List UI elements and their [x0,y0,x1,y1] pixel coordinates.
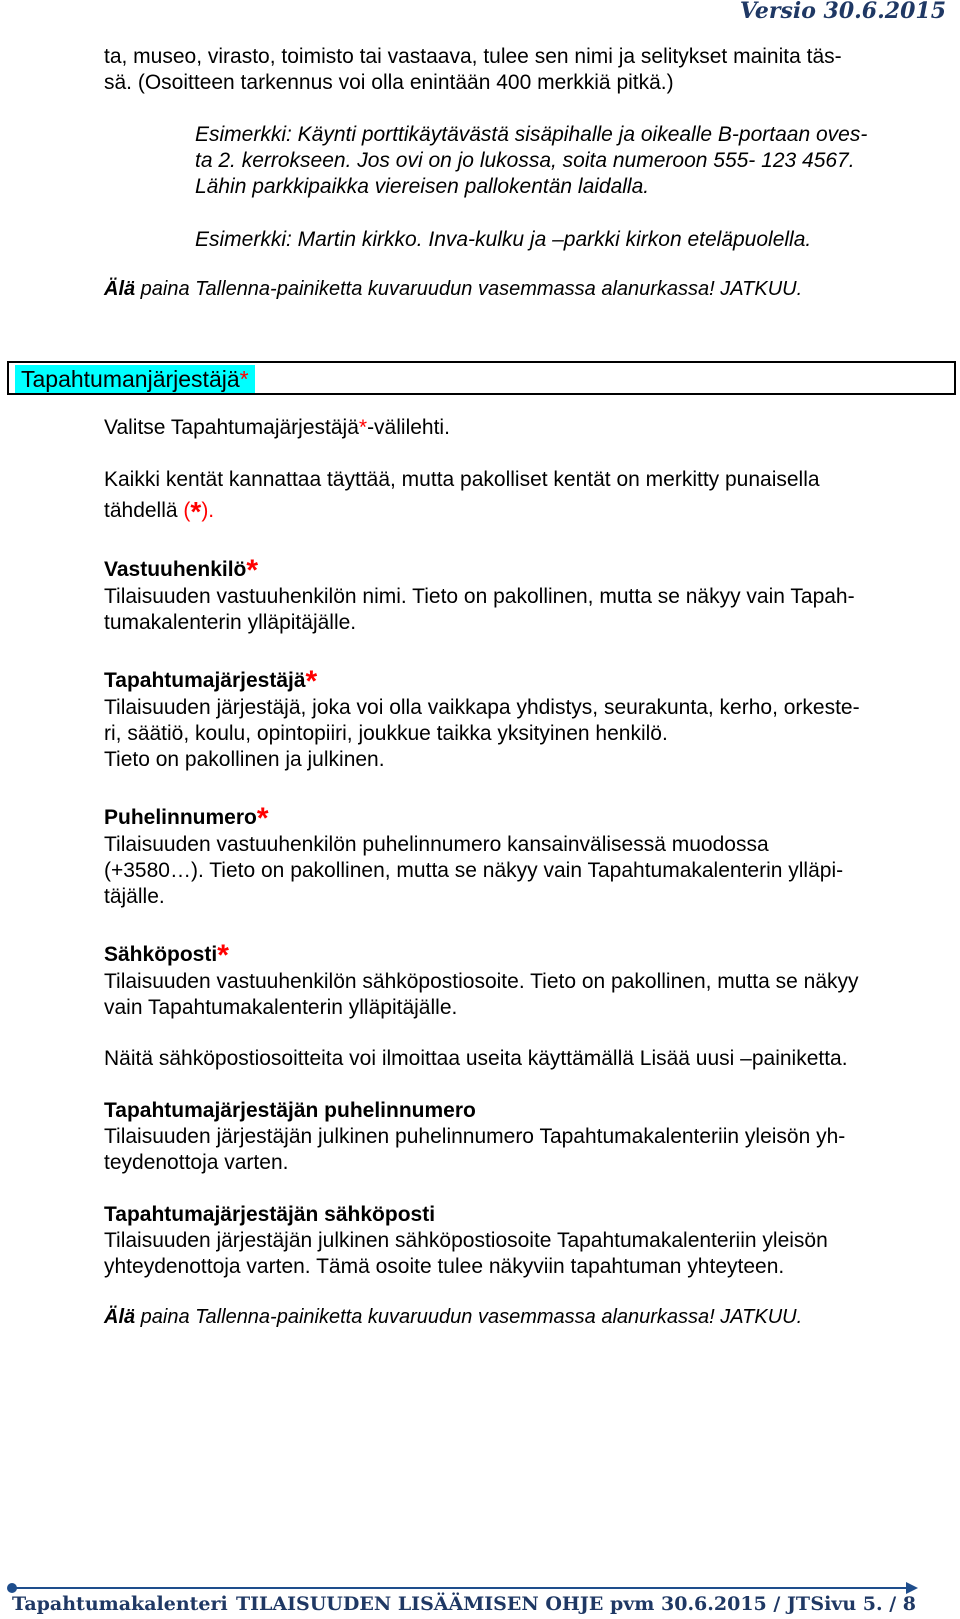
section-title-text: Tapahtumanjärjestäjä [21,366,240,392]
field-heading-organizer-email: Tapahtumajärjestäjän sähköposti [104,1203,436,1226]
footer-left: Tapahtumakalenteri [12,1593,228,1615]
field-desc-line: täjälle. [104,885,165,908]
field-desc-line: Tilaisuuden vastuuhenkilön sähköpostiosoite. Tieto on pakollinen, mutta se näkyy [104,970,859,993]
field-desc-line: Tilaisuuden järjestäjä, joka voi olla vaikkapa yhdistys, seurakunta, kerho, orkeste- [104,696,860,719]
field-desc-line: vain Tapahtumakalenterin ylläpitäjälle. [104,996,458,1019]
example-2: Esimerkki: Martin kirkko. Inva-kulku ja –parkki kirkon eteläpuolella. [195,228,812,251]
field-desc-line: (+3580…). Tieto on pakollinen, mutta se näkyy vain Tapahtumakalenterin ylläpi- [104,859,844,882]
field-label: Puhelinnumero [104,806,257,829]
field-label: Vastuuhenkilö [104,558,247,581]
footer-rule-start-dot [7,1583,17,1593]
paren-open: ( [183,499,191,522]
field-desc-line: Tilaisuuden vastuuhenkilön nimi. Tieto on pakollinen, mutta se näkyy vain Tapah- [104,585,855,608]
fill-pre: tähdellä [104,499,184,522]
footer-middle: TILAISUUDEN LISÄÄMISEN OHJE pvm 30.6.2015 / JT [236,1593,811,1615]
section-title [15,365,255,393]
field-desc-line: tumakalenterin ylläpitäjälle. [104,611,357,634]
field-heading-contact-person [104,554,259,587]
required-asterisk: * [190,496,202,527]
field-desc-line: Tieto on pakollinen ja julkinen. [104,748,385,771]
select-post: -välilehti. [367,416,450,439]
required-asterisk: * [358,416,368,439]
warning-emphasis: Älä [104,278,136,300]
warning-text: paina Tallenna-painiketta kuvaruudun vasemmassa alanurkassa! JATKUU. [135,1306,803,1328]
field-desc-line: Tilaisuuden vastuuhenkilön puhelinnumero kansainvälisessä muodossa [104,833,769,856]
fill-instruction-line-2 [104,496,215,527]
field-desc-line: yhteydenottoja varten. Tämä osoite tulee näkyviin tapahtuman yhteyteen. [104,1255,785,1278]
section-heading-box [7,361,956,395]
email-note: Näitä sähköpostiosoitteita voi ilmoittaa useita käyttämällä Lisää uusi –painiketta. [104,1047,848,1070]
intro-line-2: sä. (Osoitteen tarkennus voi olla enintään 400 merkkiä pitkä.) [104,71,674,94]
required-asterisk: * [239,366,249,392]
document-version: Versio 30.6.2015 [739,0,946,24]
intro-line-1: ta, museo, virasto, toimisto tai vastaava, tulee sen nimi ja selitykset mainita täs- [104,45,842,68]
field-desc-line: Tilaisuuden järjestäjän julkinen puhelinnumero Tapahtumakalenteriin yleisön yh- [104,1125,846,1148]
paren-close: ). [201,499,215,522]
field-heading-email [104,939,229,972]
save-warning-bottom [104,1304,802,1331]
field-desc-line: Tilaisuuden järjestäjän julkinen sähköpostiosoite Tapahtumakalenteriin yleisön [104,1229,828,1252]
required-asterisk: * [256,802,269,835]
required-asterisk: * [305,665,318,698]
required-asterisk: * [217,939,229,972]
warning-text: paina Tallenna-painiketta kuvaruudun vasemmassa alanurkassa! JATKUU. [135,278,803,300]
warning-emphasis: Älä [104,1306,136,1328]
example-1-line-2: ta 2. kerrokseen. Jos ovi on jo lukossa, soita numeroon 555- 123 4567. [195,149,855,172]
select-tab-instruction [104,414,450,441]
field-heading-organizer [104,665,318,698]
save-warning-top [104,276,802,303]
fill-instruction-line-1: Kaikki kentät kannattaa täyttää, mutta pakolliset kentät on merkitty punaisella [104,468,820,491]
select-pre: Valitse Tapahtumajärjestäjä [104,416,359,439]
example-1-line-3: Lähin parkkipaikka viereisen pallokentän laidalla. [195,175,650,198]
field-heading-organizer-phone: Tapahtumajärjestäjän puhelinnumero [104,1099,476,1122]
field-desc-line: teydenottoja varten. [104,1151,289,1174]
example-1-line-1: Esimerkki: Käynti porttikäytävästä sisäpihalle ja oikealle B-portaan oves- [195,123,868,146]
footer-page-number: Sivu 5. / 8 [810,1593,916,1615]
field-desc-line: ri, säätiö, koulu, opintopiiri, joukkue taikka yksityinen henkilö. [104,722,668,745]
field-heading-phone [104,802,269,835]
required-asterisk: * [246,554,259,587]
field-label: Tapahtumajärjestäjä [104,669,306,692]
field-label: Sähköposti [104,943,218,966]
